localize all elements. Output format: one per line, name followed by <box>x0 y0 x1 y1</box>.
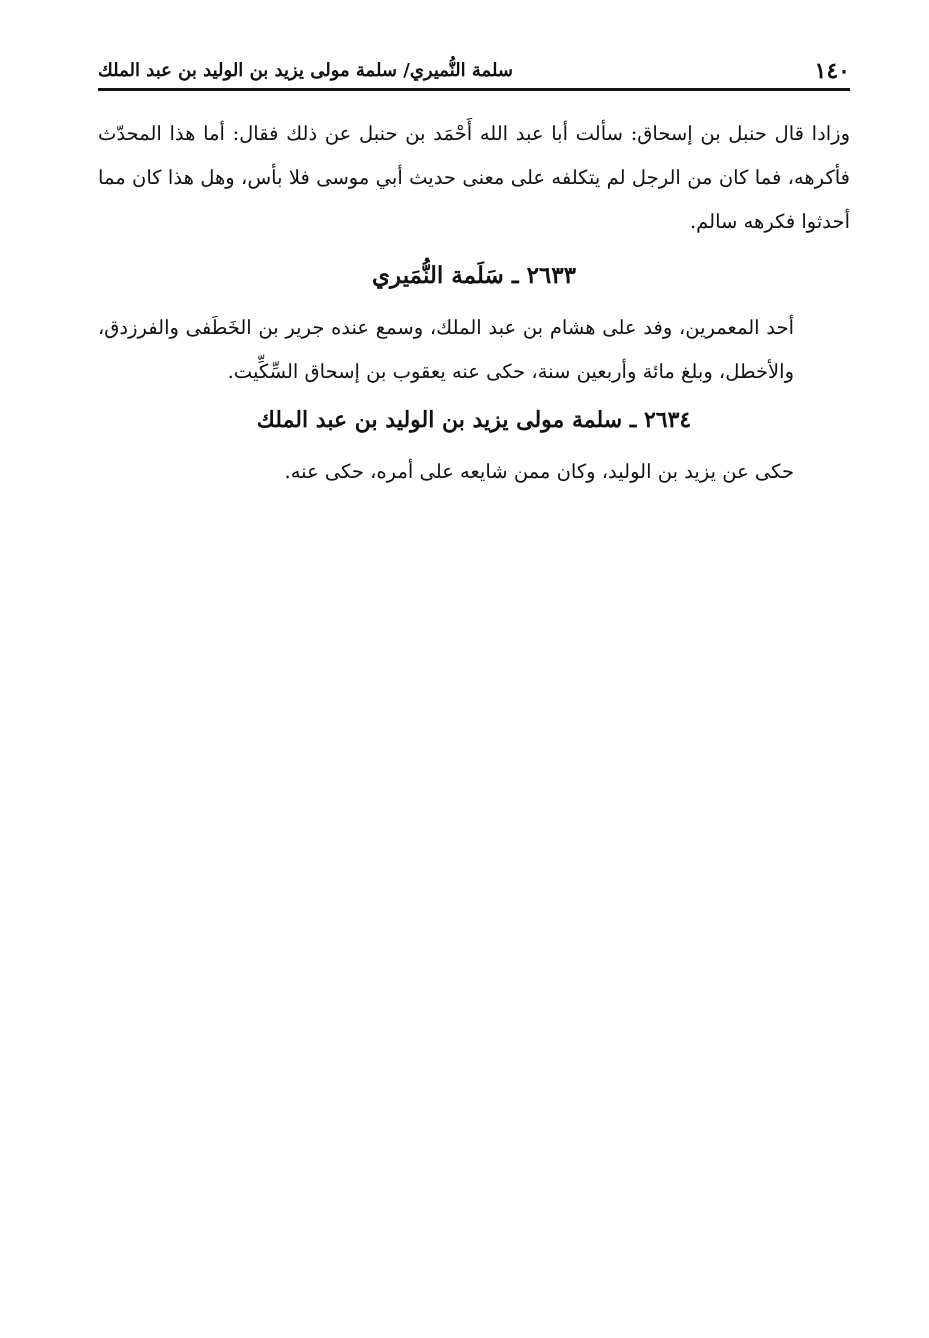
page-body <box>98 112 850 494</box>
page-number: ١٤٠ <box>814 58 850 84</box>
entry-heading-2634: ٢٦٣٤ ـ سلمة مولى يزيد بن الوليد بن عبد الملك <box>256 407 692 433</box>
header-rule <box>98 88 850 91</box>
entry-heading-2633: ٢٦٣٣ ـ سَلَمة النُّمَيري <box>372 262 576 289</box>
continuation-paragraph: وزادا قال حنبل بن إسحاق: سألت أبا عبد الله أَحْمَد بن حنبل عن ذلك فقال: أما هذا المحدّث فأكرهه، فما كان من الرجل لم يتكلفه على معنى حديث أبي موسى فلا بأس، وهل هذا كان مما أحدثوا فكرهه سالم. <box>98 122 850 233</box>
entry-text-2634: حكى عن يزيد بن الوليد، وكان ممن شايعه على أمره، حكى عنه. <box>284 460 794 483</box>
running-title: سلمة النُّميري/ سلمة مولى يزيد بن الوليد بن عبد الملك <box>98 60 513 81</box>
entry-text-2633: أحد المعمرين، وفد على هشام بن عبد الملك، وسمع عنده جرير بن الخَطَفى والفرزدق، والأخطل، وبلغ مائة وأربعين سنة، حكى عنه يعقوب بن إسحاق السِّكِّيت. <box>98 316 794 383</box>
running-head <box>98 48 850 88</box>
